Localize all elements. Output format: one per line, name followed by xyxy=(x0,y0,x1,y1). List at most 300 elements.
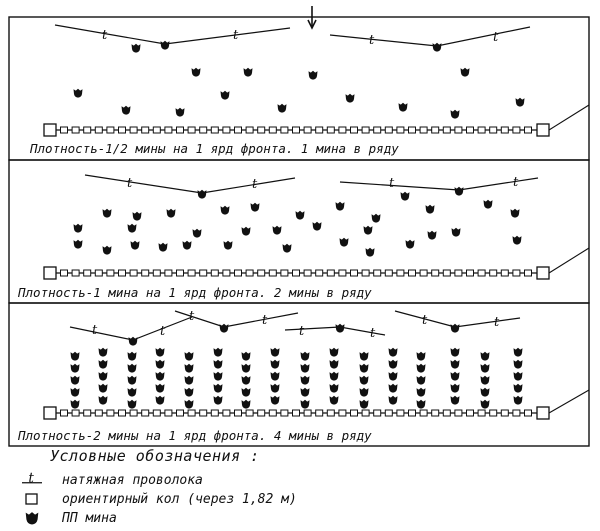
mine xyxy=(271,348,280,357)
mine xyxy=(451,324,460,333)
mine xyxy=(128,388,137,397)
mine xyxy=(330,384,339,393)
mine xyxy=(451,360,460,369)
mine xyxy=(131,241,140,250)
mine xyxy=(389,360,398,369)
stake xyxy=(362,410,369,416)
trip-wire xyxy=(70,317,192,340)
trip-wire-marker: t xyxy=(513,175,519,190)
mine xyxy=(451,372,460,381)
trip-wire-marker: t xyxy=(262,313,268,328)
stake xyxy=(95,270,102,276)
mine xyxy=(455,187,464,196)
trip-wire-marker: t xyxy=(127,176,133,191)
mine xyxy=(309,71,318,80)
stake xyxy=(177,270,184,276)
mine xyxy=(251,203,260,212)
mine xyxy=(278,104,287,113)
stake-end xyxy=(44,407,56,419)
mine xyxy=(401,192,410,201)
mine xyxy=(242,227,251,236)
stake xyxy=(188,127,195,133)
trip-wire xyxy=(395,311,520,327)
mine xyxy=(389,384,398,393)
mine xyxy=(133,212,142,221)
stake xyxy=(513,270,520,276)
legend-label-trip-wire: натяжная проволока xyxy=(62,472,203,488)
mine xyxy=(340,238,349,247)
mine xyxy=(417,376,426,385)
stake xyxy=(211,410,218,416)
stake xyxy=(269,410,276,416)
mine xyxy=(74,89,83,98)
stake xyxy=(293,127,300,133)
stake xyxy=(61,270,68,276)
mine xyxy=(433,43,442,52)
mine xyxy=(301,364,310,373)
boundary-line xyxy=(549,390,589,413)
stake xyxy=(327,270,334,276)
mine xyxy=(417,352,426,361)
stake xyxy=(432,127,439,133)
mine xyxy=(360,388,369,397)
mine xyxy=(417,388,426,397)
stake xyxy=(385,410,392,416)
stake xyxy=(362,127,369,133)
trip-wire-marker: t xyxy=(389,176,395,191)
panel-2 xyxy=(44,175,589,279)
trip-wire-marker: t xyxy=(370,326,376,341)
panel-2-caption: Плотность-1 мина на 1 ярд фронта. 2 мины в ряду xyxy=(18,285,372,300)
mine xyxy=(242,400,251,409)
mine xyxy=(103,246,112,255)
mine xyxy=(271,360,280,369)
stake xyxy=(223,410,230,416)
stake xyxy=(223,127,230,133)
stake xyxy=(351,127,358,133)
mine xyxy=(330,348,339,357)
stake xyxy=(374,270,381,276)
stake xyxy=(327,127,334,133)
mine xyxy=(167,209,176,218)
stake xyxy=(130,270,137,276)
trip-wire-marker: t xyxy=(252,177,258,192)
mine xyxy=(99,348,108,357)
mine xyxy=(406,240,415,249)
mine xyxy=(301,388,310,397)
stake xyxy=(142,410,149,416)
mine xyxy=(198,190,207,199)
mine xyxy=(185,352,194,361)
mine xyxy=(185,400,194,409)
mine xyxy=(99,396,108,405)
mine xyxy=(336,202,345,211)
mine xyxy=(428,231,437,240)
stake xyxy=(513,410,520,416)
stake xyxy=(142,270,149,276)
stake xyxy=(177,127,184,133)
mine xyxy=(176,108,185,117)
mine xyxy=(330,396,339,405)
mine xyxy=(122,106,131,115)
mine xyxy=(156,396,165,405)
mine xyxy=(74,224,83,233)
stake xyxy=(95,410,102,416)
mine-icon xyxy=(22,508,42,528)
mine xyxy=(451,396,460,405)
stake xyxy=(130,410,137,416)
stake xyxy=(235,270,242,276)
stake xyxy=(188,270,195,276)
stake xyxy=(455,270,462,276)
mine xyxy=(128,376,137,385)
mine xyxy=(481,376,490,385)
stake xyxy=(467,127,474,133)
mine xyxy=(156,384,165,393)
mine xyxy=(185,388,194,397)
stake xyxy=(316,410,323,416)
trip-wire-marker: t xyxy=(494,315,500,330)
stake xyxy=(107,127,114,133)
stake xyxy=(478,127,485,133)
panel-3 xyxy=(44,309,589,419)
stake xyxy=(258,410,265,416)
mine xyxy=(481,400,490,409)
mine xyxy=(481,352,490,361)
mine xyxy=(99,360,108,369)
mine xyxy=(451,384,460,393)
mine xyxy=(452,228,461,237)
mine xyxy=(372,214,381,223)
stake xyxy=(478,410,485,416)
svg-text:t: t xyxy=(28,470,34,487)
stake xyxy=(269,127,276,133)
mine xyxy=(221,206,230,215)
mine xyxy=(417,400,426,409)
trip-wire-marker: t xyxy=(493,30,499,45)
stake xyxy=(420,270,427,276)
mine xyxy=(159,243,168,252)
stake xyxy=(281,410,288,416)
stake xyxy=(269,270,276,276)
mine xyxy=(185,376,194,385)
stake xyxy=(188,410,195,416)
mine xyxy=(271,384,280,393)
mine xyxy=(366,248,375,257)
mine xyxy=(484,200,493,209)
panel-3-caption: Плотность-2 мины на 1 ярд фронта. 4 мины в ряду xyxy=(18,428,372,443)
panel-1-caption: Плотность-1/2 мины на 1 ярд фронта. 1 мина в ряду xyxy=(30,141,399,156)
stake xyxy=(72,270,79,276)
mine xyxy=(242,376,251,385)
legend-item-stake xyxy=(22,489,297,509)
trip-wire-icon xyxy=(22,470,42,490)
mine xyxy=(360,352,369,361)
stake xyxy=(153,127,160,133)
stake xyxy=(385,270,392,276)
stake xyxy=(61,127,68,133)
mine xyxy=(313,222,322,231)
mine xyxy=(481,388,490,397)
stake xyxy=(443,270,450,276)
stake xyxy=(153,270,160,276)
stake xyxy=(84,127,91,133)
stake xyxy=(211,127,218,133)
stake xyxy=(304,127,311,133)
stake xyxy=(246,270,253,276)
trip-wire xyxy=(330,27,530,46)
mine xyxy=(99,384,108,393)
stake xyxy=(281,127,288,133)
stake xyxy=(200,127,207,133)
stake xyxy=(443,127,450,133)
stake xyxy=(165,410,172,416)
mine xyxy=(214,372,223,381)
mine xyxy=(271,396,280,405)
stake xyxy=(293,410,300,416)
mine xyxy=(71,388,80,397)
stake xyxy=(235,127,242,133)
stake xyxy=(525,270,532,276)
trip-wire xyxy=(55,25,290,44)
stake xyxy=(165,270,172,276)
panel-1 xyxy=(44,25,589,136)
stake xyxy=(72,127,79,133)
stake-end xyxy=(537,407,549,419)
stake xyxy=(246,410,253,416)
mine xyxy=(128,364,137,373)
mine xyxy=(128,224,137,233)
trip-wire-marker: t xyxy=(102,28,108,43)
stake xyxy=(200,410,207,416)
stake xyxy=(281,270,288,276)
stake xyxy=(397,410,404,416)
mine xyxy=(242,388,251,397)
stake xyxy=(351,410,358,416)
stake xyxy=(339,410,346,416)
stake-end xyxy=(44,267,56,279)
stake xyxy=(165,127,172,133)
stake xyxy=(490,270,497,276)
mine xyxy=(71,400,80,409)
stake-end xyxy=(537,267,549,279)
stake xyxy=(304,270,311,276)
mine xyxy=(389,396,398,405)
stake xyxy=(119,410,126,416)
stake xyxy=(478,270,485,276)
mine xyxy=(99,372,108,381)
legend-item-trip-wire xyxy=(22,470,203,490)
mine xyxy=(220,324,229,333)
mine xyxy=(192,68,201,77)
stake xyxy=(490,410,497,416)
stake xyxy=(316,127,323,133)
mine xyxy=(514,360,523,369)
mine xyxy=(221,91,230,100)
mine xyxy=(516,98,525,107)
stake xyxy=(455,410,462,416)
boundary-line xyxy=(549,248,589,273)
mine xyxy=(389,372,398,381)
stake xyxy=(501,270,508,276)
mine xyxy=(360,400,369,409)
mine xyxy=(301,400,310,409)
trip-wire xyxy=(340,178,538,190)
stake xyxy=(84,410,91,416)
stake xyxy=(513,127,520,133)
stake xyxy=(211,270,218,276)
stake xyxy=(420,410,427,416)
mine xyxy=(399,103,408,112)
stake xyxy=(397,127,404,133)
stake xyxy=(200,270,207,276)
stake-end xyxy=(44,124,56,136)
mine xyxy=(71,364,80,373)
stake xyxy=(409,270,416,276)
stake xyxy=(467,270,474,276)
stake xyxy=(455,127,462,133)
mine xyxy=(514,396,523,405)
stake xyxy=(362,270,369,276)
trip-wire-marker: t xyxy=(233,28,239,43)
mine xyxy=(451,348,460,357)
stake-end xyxy=(537,124,549,136)
stake xyxy=(339,127,346,133)
boundary-line xyxy=(549,105,589,130)
mine xyxy=(183,241,192,250)
trip-wire-marker: t xyxy=(160,324,166,339)
mine xyxy=(301,352,310,361)
mine xyxy=(242,352,251,361)
mine xyxy=(283,244,292,253)
mine xyxy=(156,372,165,381)
stake xyxy=(432,270,439,276)
stake xyxy=(223,270,230,276)
stake xyxy=(61,410,68,416)
stake xyxy=(177,410,184,416)
stake xyxy=(95,127,102,133)
mine xyxy=(511,209,520,218)
stake xyxy=(258,270,265,276)
stake xyxy=(525,127,532,133)
mine xyxy=(513,236,522,245)
stake xyxy=(246,127,253,133)
mine xyxy=(193,229,202,238)
stake xyxy=(107,410,114,416)
mine xyxy=(461,68,470,77)
mine xyxy=(129,337,138,346)
panel-2-frame xyxy=(9,160,589,303)
stake xyxy=(397,270,404,276)
mine xyxy=(301,376,310,385)
mine xyxy=(156,348,165,357)
mine xyxy=(514,348,523,357)
stake xyxy=(304,410,311,416)
stake xyxy=(443,410,450,416)
mine xyxy=(364,226,373,235)
mine xyxy=(296,211,305,220)
mine xyxy=(71,376,80,385)
stake xyxy=(258,127,265,133)
mine xyxy=(128,400,137,409)
trip-wire-marker: t xyxy=(422,313,428,328)
trip-wire-marker: t xyxy=(92,323,98,338)
mine xyxy=(360,364,369,373)
stake xyxy=(409,410,416,416)
stake xyxy=(467,410,474,416)
trip-wire xyxy=(85,175,295,193)
mine xyxy=(132,44,141,53)
mine xyxy=(360,376,369,385)
mine xyxy=(156,360,165,369)
stake xyxy=(525,410,532,416)
stake xyxy=(72,410,79,416)
mine xyxy=(242,364,251,373)
mine xyxy=(71,352,80,361)
stake xyxy=(432,410,439,416)
stake xyxy=(409,127,416,133)
mine xyxy=(514,384,523,393)
mine xyxy=(346,94,355,103)
stake xyxy=(501,410,508,416)
stake xyxy=(385,127,392,133)
mine xyxy=(417,364,426,373)
stake xyxy=(327,410,334,416)
mine xyxy=(273,226,282,235)
mine xyxy=(426,205,435,214)
stake xyxy=(316,270,323,276)
stake xyxy=(142,127,149,133)
stake xyxy=(119,127,126,133)
mine xyxy=(389,348,398,357)
mine xyxy=(330,360,339,369)
mine xyxy=(214,360,223,369)
mine xyxy=(161,41,170,50)
stake xyxy=(293,270,300,276)
stake xyxy=(84,270,91,276)
mine xyxy=(214,396,223,405)
mine xyxy=(185,364,194,373)
mine xyxy=(244,68,253,77)
stake xyxy=(130,127,137,133)
stake xyxy=(490,127,497,133)
stake-square-icon xyxy=(22,489,42,509)
mine xyxy=(103,209,112,218)
mine xyxy=(224,241,233,250)
stake xyxy=(153,410,160,416)
mine xyxy=(74,240,83,249)
stake xyxy=(235,410,242,416)
legend-label-stake: ориентирный кол (через 1,82 м) xyxy=(62,491,297,507)
stake xyxy=(374,127,381,133)
mine xyxy=(214,348,223,357)
stake xyxy=(119,270,126,276)
mine xyxy=(128,352,137,361)
stake xyxy=(107,270,114,276)
mine xyxy=(214,384,223,393)
mine xyxy=(330,372,339,381)
trip-wire-marker: t xyxy=(299,324,305,339)
stake xyxy=(420,127,427,133)
mine xyxy=(451,110,460,119)
mine xyxy=(481,364,490,373)
stake xyxy=(339,270,346,276)
trip-wire-marker: t xyxy=(189,309,195,324)
mine xyxy=(271,372,280,381)
panel-1-frame xyxy=(9,17,589,160)
trip-wire-marker: t xyxy=(369,33,375,48)
legend-item-mine xyxy=(22,508,117,528)
